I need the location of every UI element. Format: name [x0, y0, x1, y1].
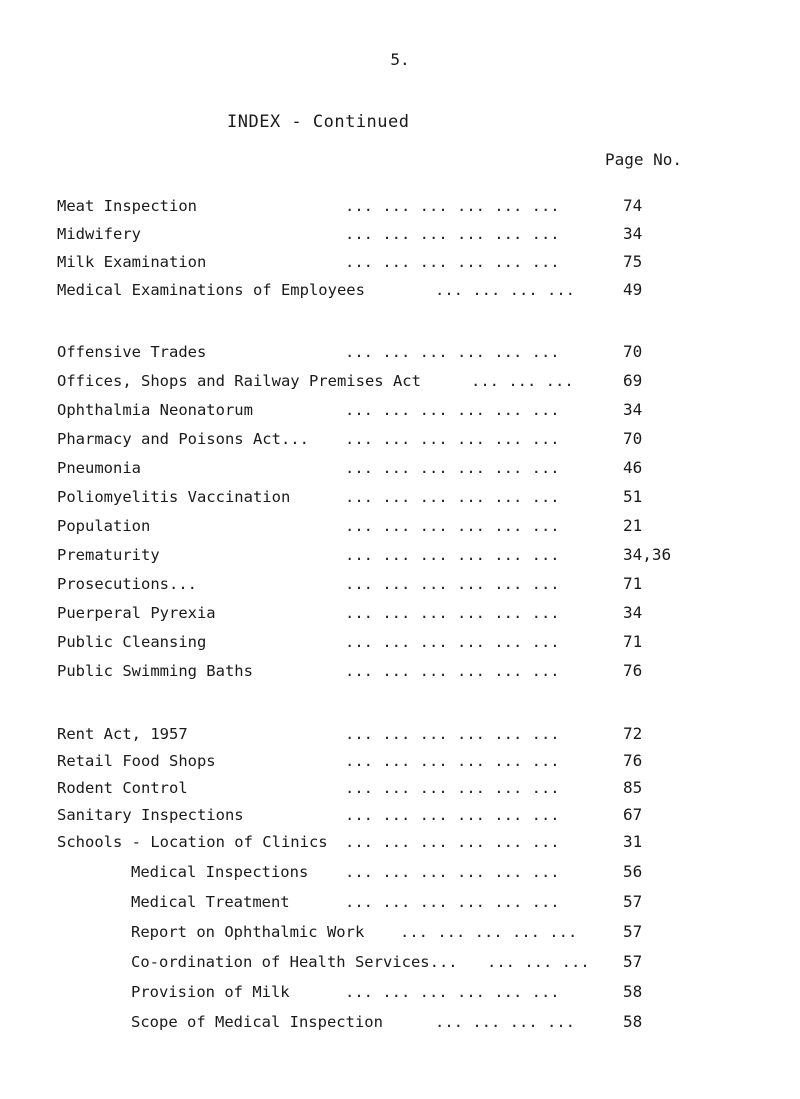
- entry-label: Ophthalmia Neonatorum: [57, 401, 253, 419]
- index-entry: [0, 426, 800, 452]
- index-subentry: [0, 919, 800, 945]
- entry-label: Prosecutions...: [57, 575, 197, 593]
- index-entry: [0, 721, 800, 747]
- entry-label: Report on Ophthalmic Work: [131, 923, 365, 941]
- entry-label: Poliomyelitis Vaccination: [57, 488, 291, 506]
- entry-page: 71: [623, 632, 643, 651]
- index-entry: [0, 571, 800, 597]
- leader-dots: ... ... ... ...: [435, 281, 575, 299]
- index-entry: [0, 249, 800, 275]
- leader-dots: ... ... ... ... ... ...: [345, 893, 560, 911]
- entry-page: 85: [623, 778, 643, 797]
- entry-label: Co-ordination of Health Services...: [131, 953, 458, 971]
- leader-dots: ... ... ... ... ... ...: [345, 459, 560, 477]
- entry-label: Prematurity: [57, 546, 160, 564]
- index-entry: [0, 397, 800, 423]
- entry-label: Rodent Control: [57, 779, 188, 797]
- entry-label: Midwifery: [57, 225, 141, 243]
- entry-page: 34: [623, 603, 643, 622]
- leader-dots: ... ... ... ... ... ...: [345, 225, 560, 243]
- leader-dots: ... ... ... ... ... ...: [345, 752, 560, 770]
- page-no-column-header: Page No.: [605, 150, 683, 169]
- leader-dots: ... ... ... ... ... ...: [345, 662, 560, 680]
- index-entry: [0, 829, 800, 855]
- leader-dots: ... ... ... ... ... ...: [345, 983, 560, 1001]
- entry-page: 74: [623, 196, 643, 215]
- entry-label: Meat Inspection: [57, 197, 197, 215]
- page-number: 5.: [390, 50, 410, 69]
- entry-label: Offensive Trades: [57, 343, 207, 361]
- index-entry: [0, 193, 800, 219]
- index-entry: [0, 221, 800, 247]
- leader-dots: ... ... ... ... ... ...: [345, 779, 560, 797]
- leader-dots: ... ... ... ... ... ...: [345, 488, 560, 506]
- index-entry: [0, 775, 800, 801]
- leader-dots: ... ... ... ... ... ...: [345, 863, 560, 881]
- leader-dots: ... ... ... ... ... ...: [345, 430, 560, 448]
- entry-label: Sanitary Inspections: [57, 806, 244, 824]
- index-entry: [0, 748, 800, 774]
- leader-dots: ... ... ... ... ... ...: [345, 833, 560, 851]
- entry-page: 34: [623, 400, 643, 419]
- entry-label: Scope of Medical Inspection: [131, 1013, 383, 1031]
- index-entry: [0, 658, 800, 684]
- entry-label: Rent Act, 1957: [57, 725, 188, 743]
- entry-page: 31: [623, 832, 643, 851]
- entry-page: 67: [623, 805, 643, 824]
- index-entry: [0, 629, 800, 655]
- index-subentry: [0, 889, 800, 915]
- entry-label: Population: [57, 517, 151, 535]
- entry-label: Public Swimming Baths: [57, 662, 253, 680]
- index-entry: [0, 600, 800, 626]
- entry-page: 71: [623, 574, 643, 593]
- entry-label: Retail Food Shops: [57, 752, 216, 770]
- entry-page: 58: [623, 1012, 643, 1031]
- index-entry: [0, 484, 800, 510]
- entry-label: Puerperal Pyrexia: [57, 604, 216, 622]
- entry-page: 70: [623, 429, 643, 448]
- entry-page: 57: [623, 952, 643, 971]
- entry-label: Medical Treatment: [131, 893, 290, 911]
- leader-dots: ... ... ... ... ... ...: [345, 253, 560, 271]
- leader-dots: ... ... ...: [487, 953, 590, 971]
- leader-dots: ... ... ... ... ... ...: [345, 546, 560, 564]
- entry-page: 76: [623, 751, 643, 770]
- entry-page: 69: [623, 371, 643, 390]
- index-entry: [0, 513, 800, 539]
- index-entry: [0, 368, 800, 394]
- leader-dots: ... ... ... ... ... ...: [345, 517, 560, 535]
- entry-label: Pharmacy and Poisons Act...: [57, 430, 309, 448]
- entry-page: 75: [623, 252, 643, 271]
- index-entry: [0, 542, 800, 568]
- entry-page: 57: [623, 922, 643, 941]
- entry-page: 76: [623, 661, 643, 680]
- index-subentry: [0, 979, 800, 1005]
- entry-label: Medical Inspections: [131, 863, 309, 881]
- index-title: INDEX - Continued: [227, 112, 410, 132]
- index-subentry: [0, 949, 800, 975]
- leader-dots: ... ... ... ... ... ...: [345, 604, 560, 622]
- entry-label: Medical Examinations of Employees: [57, 281, 365, 299]
- index-subentry: [0, 1009, 800, 1035]
- entry-page: 34,36: [623, 545, 672, 564]
- leader-dots: ... ... ... ... ... ...: [345, 725, 560, 743]
- leader-dots: ... ... ... ... ...: [400, 923, 578, 941]
- entry-page: 70: [623, 342, 643, 361]
- entry-label: Offices, Shops and Railway Premises Act: [57, 372, 421, 390]
- leader-dots: ... ... ... ...: [435, 1013, 575, 1031]
- index-entry: [0, 802, 800, 828]
- entry-label: Schools - Location of Clinics: [57, 833, 328, 851]
- entry-page: 56: [623, 862, 643, 881]
- entry-label: Pneumonia: [57, 459, 141, 477]
- index-entry: [0, 339, 800, 365]
- entry-page: 51: [623, 487, 643, 506]
- entry-label: Milk Examination: [57, 253, 207, 271]
- entry-label: Public Cleansing: [57, 633, 207, 651]
- index-entry: [0, 455, 800, 481]
- leader-dots: ... ... ... ... ... ...: [345, 633, 560, 651]
- entry-page: 21: [623, 516, 643, 535]
- entry-page: 34: [623, 224, 643, 243]
- entry-page: 46: [623, 458, 643, 477]
- entry-page: 58: [623, 982, 643, 1001]
- entry-page: 49: [623, 280, 643, 299]
- entry-page: 57: [623, 892, 643, 911]
- leader-dots: ... ... ... ... ... ...: [345, 806, 560, 824]
- leader-dots: ... ... ... ... ... ...: [345, 401, 560, 419]
- leader-dots: ... ... ...: [471, 372, 574, 390]
- leader-dots: ... ... ... ... ... ...: [345, 343, 560, 361]
- entry-label: Provision of Milk: [131, 983, 290, 1001]
- leader-dots: ... ... ... ... ... ...: [345, 575, 560, 593]
- leader-dots: ... ... ... ... ... ...: [345, 197, 560, 215]
- index-entry: [0, 277, 800, 303]
- index-subentry: [0, 859, 800, 885]
- entry-page: 72: [623, 724, 643, 743]
